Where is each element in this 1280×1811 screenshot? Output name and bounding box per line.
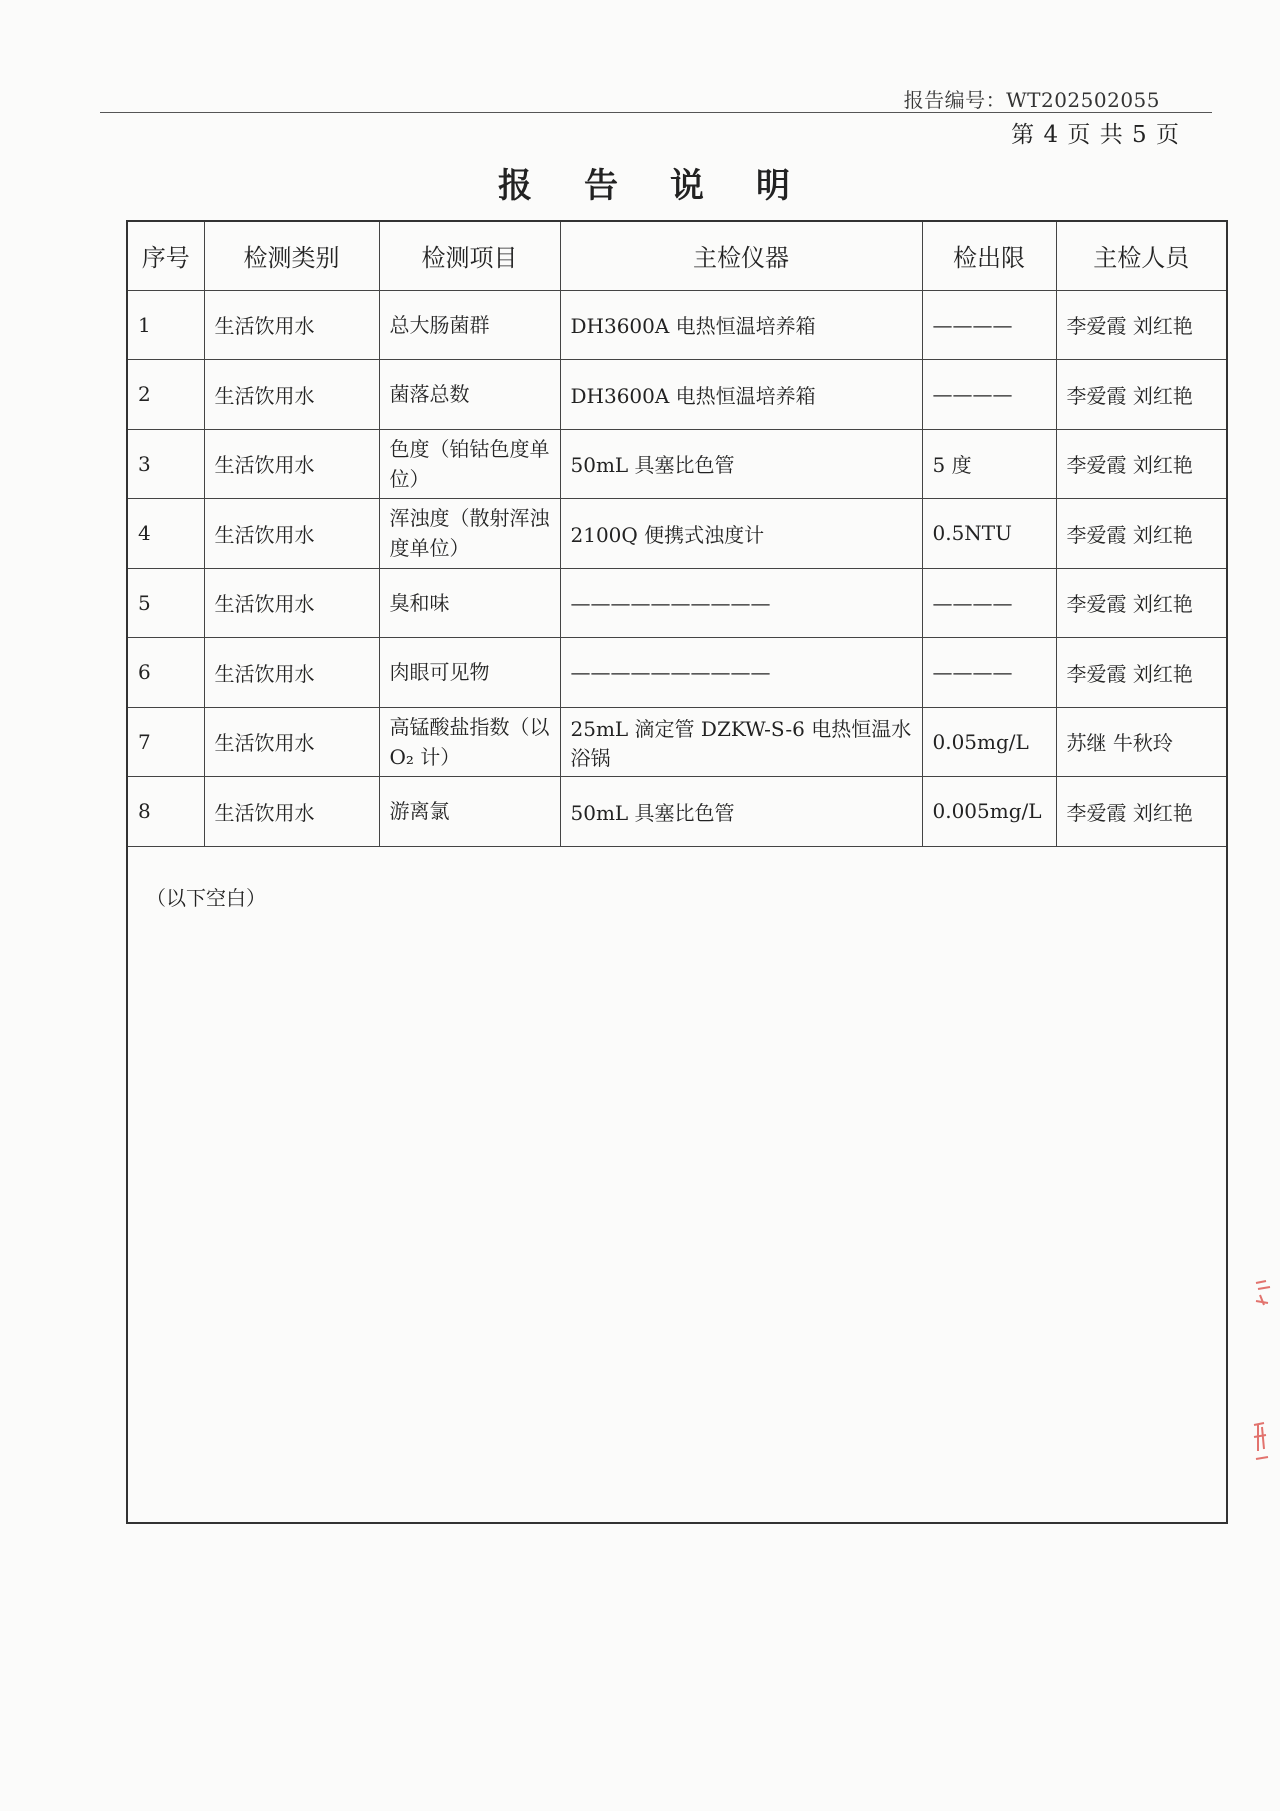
table-row (128, 499, 1226, 569)
cell-item: 总大肠菌群 (379, 290, 560, 360)
table-header-row (128, 222, 1226, 290)
blank-below-note: （以下空白） (146, 886, 266, 910)
cell-person: 李爱霞 刘红艳 (1056, 290, 1226, 360)
cell-item: 肉眼可见物 (379, 638, 560, 708)
cell-seq: 3 (128, 429, 204, 499)
cell-limit: 0.005mg/L (922, 777, 1056, 847)
cell-person: 苏继 牛秋玲 (1056, 707, 1226, 777)
table-row (128, 568, 1226, 638)
page-indicator: 第 4 页 共 5 页 (1011, 122, 1180, 148)
cell-limit: ———— (922, 638, 1056, 708)
cell-seq: 4 (128, 499, 204, 569)
cell-person: 李爱霞 刘红艳 (1056, 360, 1226, 430)
cell-category: 生活饮用水 (204, 777, 379, 847)
col-header-category: 检测类别 (204, 222, 379, 290)
cell-instrument: 2100Q 便携式浊度计 (560, 499, 922, 569)
report-number: 报告编号：WT202502055 (903, 88, 1160, 112)
cell-person: 李爱霞 刘红艳 (1056, 429, 1226, 499)
cell-seq: 7 (128, 707, 204, 777)
col-header-limit: 检出限 (922, 222, 1056, 290)
cell-limit: ———— (922, 568, 1056, 638)
cell-seq: 8 (128, 777, 204, 847)
cell-category: 生活饮用水 (204, 429, 379, 499)
cell-person: 李爱霞 刘红艳 (1056, 568, 1226, 638)
col-header-person: 主检人员 (1056, 222, 1226, 290)
cell-item: 色度（铂钴色度单位） (379, 429, 560, 499)
cell-item: 菌落总数 (379, 360, 560, 430)
table-row (128, 429, 1226, 499)
cell-category: 生活饮用水 (204, 707, 379, 777)
col-header-seq: 序号 (128, 222, 204, 290)
col-header-item: 检测项目 (379, 222, 560, 290)
seal-stamp-fragment (1252, 1275, 1274, 1485)
cell-category: 生活饮用水 (204, 568, 379, 638)
cell-limit: 0.05mg/L (922, 707, 1056, 777)
cell-category: 生活饮用水 (204, 290, 379, 360)
cell-item: 游离氯 (379, 777, 560, 847)
cell-instrument: 25mL 滴定管 DZKW-S-6 电热恒温水浴锅 (560, 707, 922, 777)
cell-instrument: —————————— (560, 638, 922, 708)
cell-instrument: —————————— (560, 568, 922, 638)
cell-seq: 6 (128, 638, 204, 708)
table-row (128, 360, 1226, 430)
cell-category: 生活饮用水 (204, 360, 379, 430)
table-row (128, 638, 1226, 708)
cell-seq: 2 (128, 360, 204, 430)
table-row (128, 290, 1226, 360)
cell-item: 高锰酸盐指数（以 O₂ 计） (379, 707, 560, 777)
cell-limit: ———— (922, 290, 1056, 360)
header-rule (100, 112, 1212, 113)
results-frame (126, 220, 1228, 1524)
cell-instrument: 50mL 具塞比色管 (560, 429, 922, 499)
cell-limit: ———— (922, 360, 1056, 430)
cell-item: 臭和味 (379, 568, 560, 638)
cell-category: 生活饮用水 (204, 638, 379, 708)
cell-person: 李爱霞 刘红艳 (1056, 638, 1226, 708)
col-header-instrument: 主检仪器 (560, 222, 922, 290)
results-table (128, 222, 1226, 847)
cell-instrument: DH3600A 电热恒温培养箱 (560, 360, 922, 430)
cell-limit: 5 度 (922, 429, 1056, 499)
cell-seq: 1 (128, 290, 204, 360)
cell-limit: 0.5NTU (922, 499, 1056, 569)
table-row (128, 777, 1226, 847)
cell-category: 生活饮用水 (204, 499, 379, 569)
cell-seq: 5 (128, 568, 204, 638)
cell-person: 李爱霞 刘红艳 (1056, 777, 1226, 847)
page-title: 报告说明 (498, 166, 842, 206)
cell-instrument: 50mL 具塞比色管 (560, 777, 922, 847)
table-row (128, 707, 1226, 777)
cell-instrument: DH3600A 电热恒温培养箱 (560, 290, 922, 360)
cell-person: 李爱霞 刘红艳 (1056, 499, 1226, 569)
cell-item: 浑浊度（散射浑浊度单位） (379, 499, 560, 569)
